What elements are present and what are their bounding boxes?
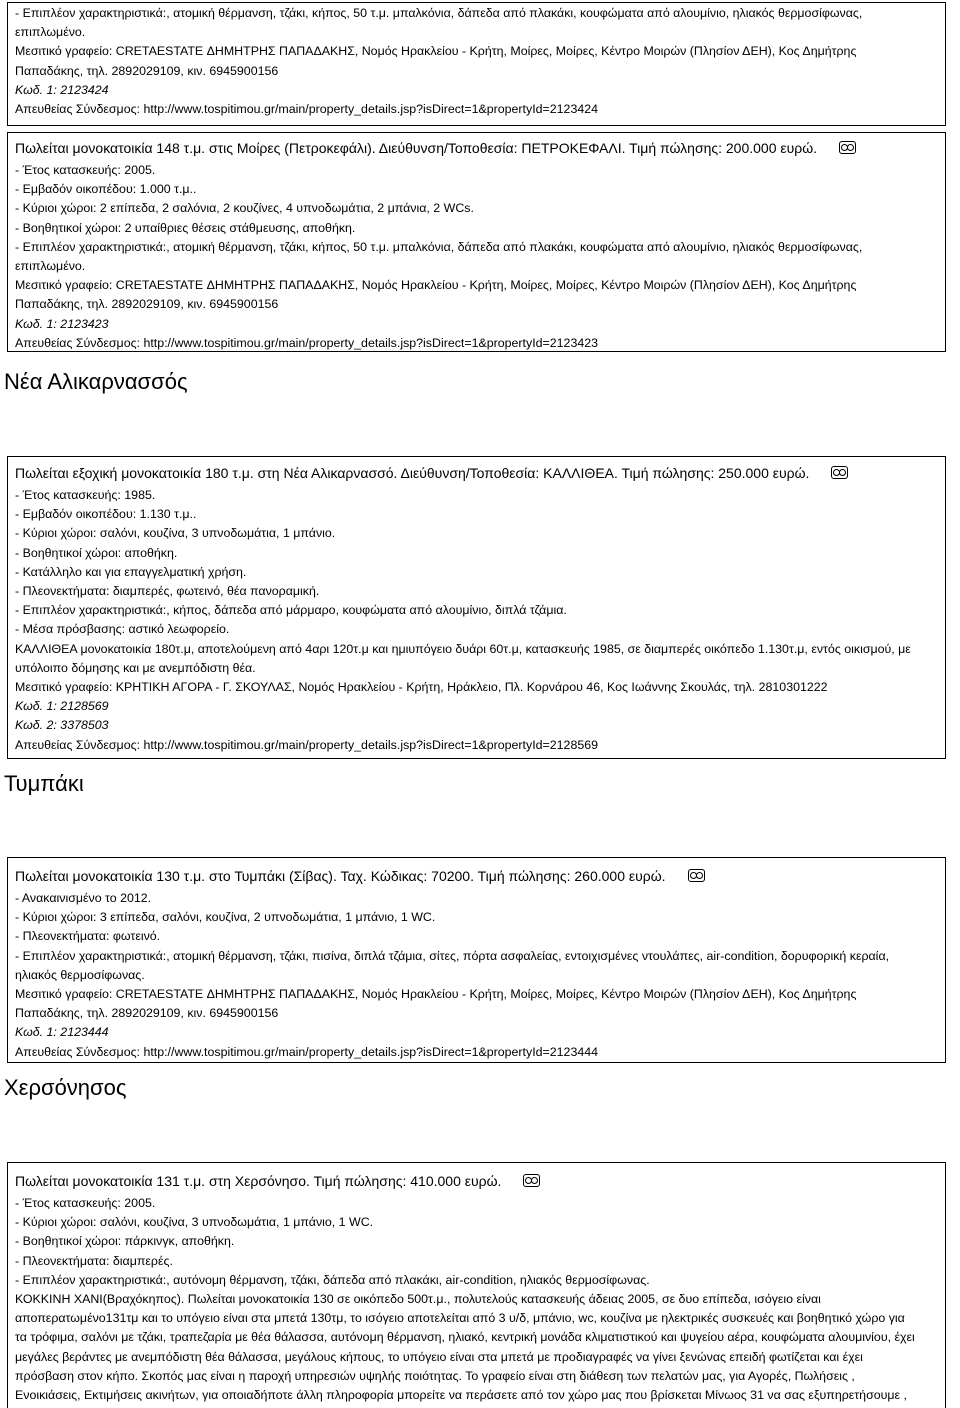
listing-title: Πωλείται μονοκατοικία 148 τ.μ. στις Μοίρες (Πετροκεφάλι). Διεύθυνση/Τοποθεσία: ΠΕΤΡΟΚΕΦΑΛΙ. Τιμή πώλησης: 200.000 ευρώ. bbox=[15, 138, 945, 159]
property-code: Κωδ. 1: 2123444 bbox=[15, 1025, 109, 1040]
list-item: - Επιπλέον χαρακτηριστικά:, κήπος, δάπεδα από μάρμαρο, κουφώματα από αλουμίνιο, διπλά τζάμια. bbox=[15, 603, 567, 618]
list-item: - Κύριοι χώροι: 3 επίπεδα, σαλόνι, κουζίνα, 2 υπνοδωμάτια, 1 μπάνιο, 1 WC. bbox=[15, 910, 436, 925]
list-item: - Επιπλέον χαρακτηριστικά:, ατομική θέρμανση, τζάκι, κήπος, 50 τ.μ. μπαλκόνια, δάπεδα από πλακάκι, κουφώματα από αλουμίνιο, ηλιακός θερμοσίφωνας, bbox=[15, 239, 863, 254]
list-item: - Βοηθητικοί χώροι: 2 υπαίθριες θέσεις στάθμευσης, αποθήκη. bbox=[15, 220, 356, 235]
list-item: - Επιπλέον χαρακτηριστικά:, ατομική θέρμανση, τζάκι, πισίνα, διπλά τζάμια, σίτες, πόρτα ασφαλείας, εντοιχισμένες ντουλάπες, air-condition, δορυφορική κεραία, bbox=[15, 948, 890, 963]
list-item: Μεσιτικό γραφείο: CRETAESTATE ΔΗΜΗΤΡΗΣ ΠΑΠΑΔΑΚΗΣ, Νομός Ηρακλείου - Κρήτη, Μοίρες, Μοίρες, Κέντρο Μοιρών (Πλησίον ΔΕΗ), Κος Δημήτρης bbox=[15, 278, 857, 293]
list-item: - Κύριοι χώροι: σαλόνι, κουζίνα, 3 υπνοδωμάτια, 1 μπάνιο, 1 WC. bbox=[15, 1215, 374, 1230]
camera-icon[interactable] bbox=[688, 869, 705, 882]
camera-icon[interactable] bbox=[523, 1174, 540, 1187]
camera-icon[interactable] bbox=[831, 466, 848, 479]
list-item: επιπλωμένο. bbox=[15, 259, 86, 274]
list-item: - Επιπλέον χαρακτηριστικά:, ατομική θέρμανση, τζάκι, κήπος, 50 τ.μ. μπαλκόνια, δάπεδα από πλακάκι, κουφώματα από αλουμίνιο, ηλιακός θερμοσίφωνας, bbox=[15, 6, 863, 20]
list-item: - Μέσα πρόσβασης: αστικό λεωφορείο. bbox=[15, 622, 230, 637]
list-item: - Κύριοι χώροι: σαλόνι, κουζίνα, 3 υπνοδωμάτια, 1 μπάνιο. bbox=[15, 526, 336, 541]
region-heading: Νέα Αλικαρνασσός bbox=[4, 369, 188, 394]
listing-title: Πωλείται εξοχική μονοκατοικία 180 τ.μ. στη Νέα Αλικαρνασσό. Διεύθυνση/Τοποθεσία: ΚΑΛΛΙΘΕΑ. Τιμή πώλησης: 250.000 ευρώ. bbox=[15, 463, 945, 484]
region-heading: Τυμπάκι bbox=[4, 771, 84, 796]
listing-title: Πωλείται μονοκατοικία 131 τ.μ. στη Χερσόνησο. Τιμή πώλησης: 410.000 ευρώ. bbox=[15, 1171, 945, 1192]
list-item: - Επιπλέον χαρακτηριστικά:, αυτόνομη θέρμανση, τζάκι, δάπεδα από πλακάκι, air-condition, ηλιακός θερμοσίφωνας. bbox=[15, 1272, 650, 1287]
list-item: μεγάλες βεράντες με ανεμπόδιστη θέα θάλασσα, μεγάλους κήπους, το υπόγειο είναι στα μπετά με προδιαγραφές να γίνει ξενώνας επειδή φωτίζεται και έχει bbox=[15, 1349, 863, 1364]
list-item: - Εμβαδόν οικοπέδου: 1.130 τ.μ.. bbox=[15, 507, 197, 522]
list-item: - Πλεονεκτήματα: διαμπερές. bbox=[15, 1253, 173, 1268]
list-item: επιπλωμένο. bbox=[15, 25, 86, 40]
list-item: - Κατάλληλο και για επαγγελματική χρήση. bbox=[15, 564, 247, 579]
listing-box-alikarnassos bbox=[7, 456, 946, 759]
list-item: - Έτος κατασκευής: 1985. bbox=[15, 488, 156, 502]
direct-link[interactable]: Απευθείας Σύνδεσμος: http://www.tospitimou.gr/main/property_details.jsp?isDirect=1&propertyId=2128569 bbox=[15, 737, 599, 752]
list-item: - Βοηθητικοί χώροι: πάρκινγκ, αποθήκη. bbox=[15, 1234, 235, 1249]
list-item: - Ανακαινισμένο το 2012. bbox=[15, 891, 152, 905]
property-code: Κωδ. 1: 2123424 bbox=[15, 82, 109, 97]
property-code: Κωδ. 1: 2128569 bbox=[15, 699, 109, 714]
listing-title: Πωλείται μονοκατοικία 130 τ.μ. στο Τυμπάκι (Σίβας). Ταχ. Κώδικας: 70200. Τιμή πώλησης: 260.000 ευρώ. bbox=[15, 866, 945, 887]
region-heading: Χερσόνησος bbox=[4, 1075, 127, 1100]
property-code: Κωδ. 1: 2123423 bbox=[15, 316, 109, 331]
list-item: αποπερατωμένο131τμ και το υπόγειο είναι στα μπετά 130τμ, το ισόγειο αποτελείται από 3 υ/δ, μπάνιο, wc, κουζίνα με ηλεκτρικές συσκευές και βοηθητικό χώρο για bbox=[15, 1311, 905, 1326]
list-item: - Κύριοι χώροι: 2 επίπεδα, 2 σαλόνια, 2 κουζίνες, 4 υπνοδωμάτια, 2 μπάνια, 2 WCs. bbox=[15, 201, 474, 216]
listing-box-top bbox=[7, 2, 946, 126]
list-item: ΚΟΚΚΙΝΗ ΧΑΝΙ(Βραχόκηπος). Πωλείται μονοκατοικία 130 σε οικόπεδο 500τ.μ., πολυτελούς κατασκευής άδειας 2005, σε δυο επίπεδα, ισόγειο είναι bbox=[15, 1292, 821, 1307]
list-item: ΚΑΛΛΙΘΕΑ μονοκατοικία 180τ.μ, αποτελούμενη από 4αρι 120τ.μ και ημιυπόγειο δυάρι 60τ.μ, κατασκευής 1985, σε διαμπερές οικόπεδο 1.130τ.μ, εντός οικισμού, με bbox=[15, 641, 911, 656]
list-item: - Έτος κατασκευής: 2005. bbox=[15, 1196, 156, 1210]
list-item: - Πλεονεκτήματα: φωτεινό. bbox=[15, 929, 161, 944]
direct-link[interactable]: Απευθείας Σύνδεσμος: http://www.tospitimou.gr/main/property_details.jsp?isDirect=1&propertyId=2123424 bbox=[15, 102, 599, 117]
list-item: πρόσβαση στον κήπο. Σκοπός μας είναι η παροχή υπηρεσιών υψηλής ποιότητας. Το γραφείο είναι στη διάθεση των πελατών μας, για Αγορές, Πωλήσεις , bbox=[15, 1368, 855, 1383]
list-item: ηλιακός θερμοσίφωνας. bbox=[15, 967, 145, 982]
listing-box-tympaki bbox=[7, 857, 946, 1063]
listing-box-chersonissos bbox=[7, 1162, 946, 1408]
list-item: Μεσιτικό γραφείο: CRETAESTATE ΔΗΜΗΤΡΗΣ ΠΑΠΑΔΑΚΗΣ, Νομός Ηρακλείου - Κρήτη, Μοίρες, Μοίρες, Κέντρο Μοιρών (Πλησίον ΔΕΗ), Κος Δημήτρης bbox=[15, 44, 857, 59]
list-item: - Βοηθητικοί χώροι: αποθήκη. bbox=[15, 545, 178, 560]
list-item: Παπαδάκης, τηλ. 2892029109, κιν. 6945900156 bbox=[15, 297, 279, 312]
list-item: Μεσιτικό γραφείο: CRETAESTATE ΔΗΜΗΤΡΗΣ ΠΑΠΑΔΑΚΗΣ, Νομός Ηρακλείου - Κρήτη, Μοίρες, Μοίρες, Κέντρο Μοιρών (Πλησίον ΔΕΗ), Κος Δημήτρης bbox=[15, 987, 857, 1002]
list-item: Ενοικιάσεις, Εκτιμήσεις ακινήτων, για οποιαδήποτε άλλη πληροφορία μπορείτε να περάσετε από τον χώρο μας που βρίσκεται Μίνωος 31 να σας εξυπηρετήσουμε , bbox=[15, 1388, 907, 1403]
direct-link[interactable]: Απευθείας Σύνδεσμος: http://www.tospitimou.gr/main/property_details.jsp?isDirect=1&propertyId=2123444 bbox=[15, 1044, 599, 1059]
list-item: - Έτος κατασκευής: 2005. bbox=[15, 163, 156, 177]
listing-box-moires bbox=[7, 132, 946, 352]
list-item: Παπαδάκης, τηλ. 2892029109, κιν. 6945900156 bbox=[15, 63, 279, 78]
list-item: Παπαδάκης, τηλ. 2892029109, κιν. 6945900156 bbox=[15, 1006, 279, 1021]
property-code: Κωδ. 2: 3378503 bbox=[15, 718, 109, 733]
list-item: - Εμβαδόν οικοπέδου: 1.000 τ.μ.. bbox=[15, 182, 197, 197]
direct-link[interactable]: Απευθείας Σύνδεσμος: http://www.tospitimou.gr/main/property_details.jsp?isDirect=1&propertyId=2123423 bbox=[15, 335, 599, 350]
list-item: - Πλεονεκτήματα: διαμπερές, φωτεινό, θέα πανοραμική. bbox=[15, 584, 320, 599]
camera-icon[interactable] bbox=[839, 141, 856, 154]
list-item: υπόλοιπο δόμησης και με ανεμπόδιστη θέα. bbox=[15, 660, 256, 675]
list-item: τα τρόφιμα, σαλόνι με τζάκι, τραπεζαρία με θέα θάλασσα, αυτόνομη θέρμανση, ηλιακό, κεντρική μονάδα κλιματιστικού και ψυγείου αέρα, κουφώματα αλουμινίου, έχει bbox=[15, 1330, 915, 1345]
list-item: Μεσιτικό γραφείο: ΚΡΗΤΙΚΗ ΑΓΟΡΑ - Γ. ΣΚΟΥΛΑΣ, Νομός Ηρακλείου - Κρήτη, Ηράκλειο, Πλ. Κορνάρου 46, Κος Ιωάννης Σκουλάς, τηλ. 2810301222 bbox=[15, 680, 828, 695]
